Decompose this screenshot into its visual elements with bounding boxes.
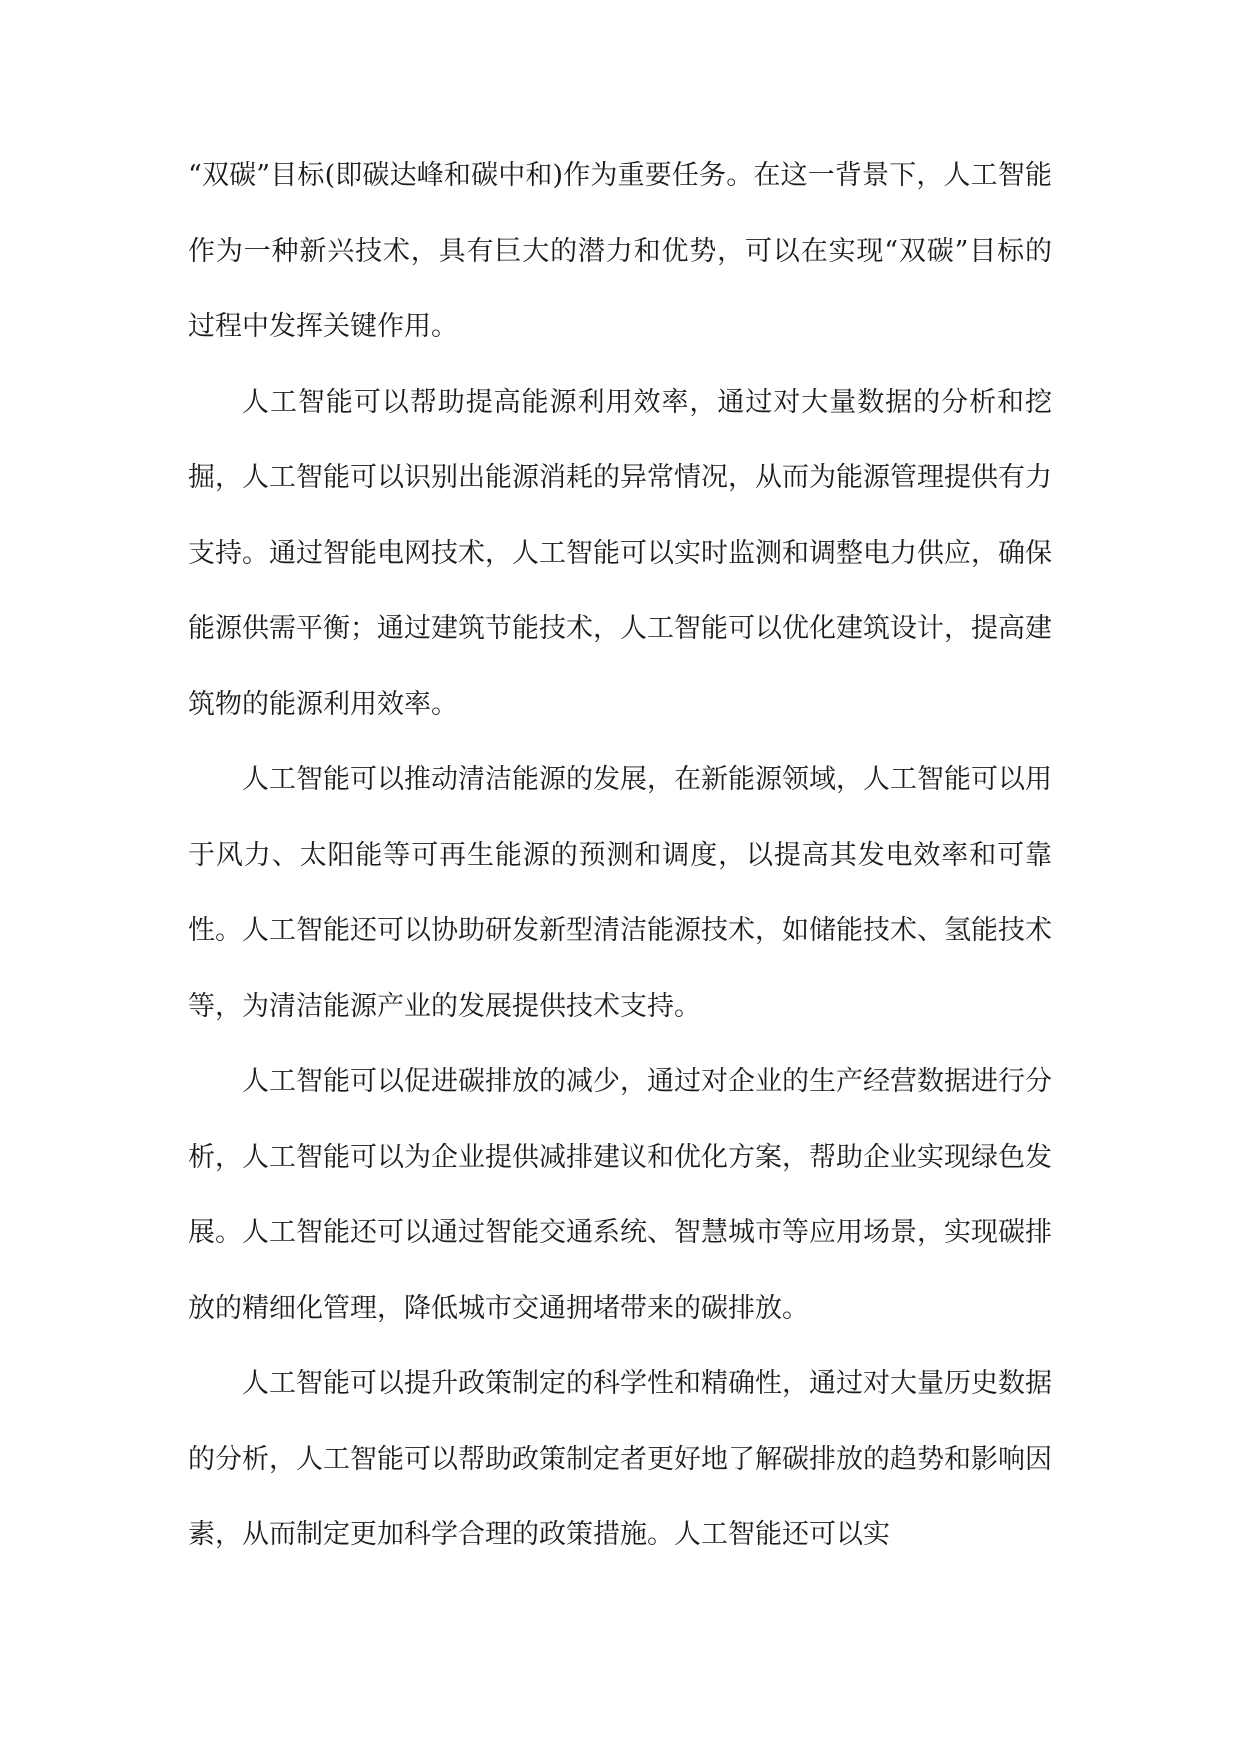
body-text [188,138,1052,1573]
paragraph-clean-energy: 人工智能可以推动清洁能源的发展，在新能源领域，人工智能可以用于风力、太阳能等可再生能源的预测和调度，以提高其发电效率和可靠性。人工智能还可以协助研发新型清洁能源技术，如储能技术、氢能技术等，为清洁能源产业的发展提供技术支持。 [188,764,1052,1022]
paragraph-continuation: “双碳”目标(即碳达峰和碳中和)作为重要任务。在这一背景下，人工智能作为一种新兴技术，具有巨大的潜力和优势，可以在实现“双碳”目标的过程中发挥关键作用。 [188,160,1052,342]
paragraph-emission-reduction: 人工智能可以促进碳排放的减少，通过对企业的生产经营数据进行分析，人工智能可以为企业提供减排建议和优化方案，帮助企业实现绿色发展。人工智能还可以通过智能交通系统、智慧城市等应用场景，实现碳排放的精细化管理，降低城市交通拥堵带来的碳排放。 [188,1066,1052,1324]
paragraph-policy-making: 人工智能可以提升政策制定的科学性和精确性，通过对大量历史数据的分析，人工智能可以帮助政策制定者更好地了解碳排放的趋势和影响因素，从而制定更加科学合理的政策措施。人工智能还可以实 [188,1368,1052,1550]
paragraph-energy-efficiency: 人工智能可以帮助提高能源利用效率，通过对大量数据的分析和挖掘，人工智能可以识别出能源消耗的异常情况，从而为能源管理提供有力支持。通过智能电网技术，人工智能可以实时监测和调整电力供应，确保能源供需平衡；通过建筑节能技术，人工智能可以优化建筑设计，提高建筑物的能源利用效率。 [188,386,1052,720]
